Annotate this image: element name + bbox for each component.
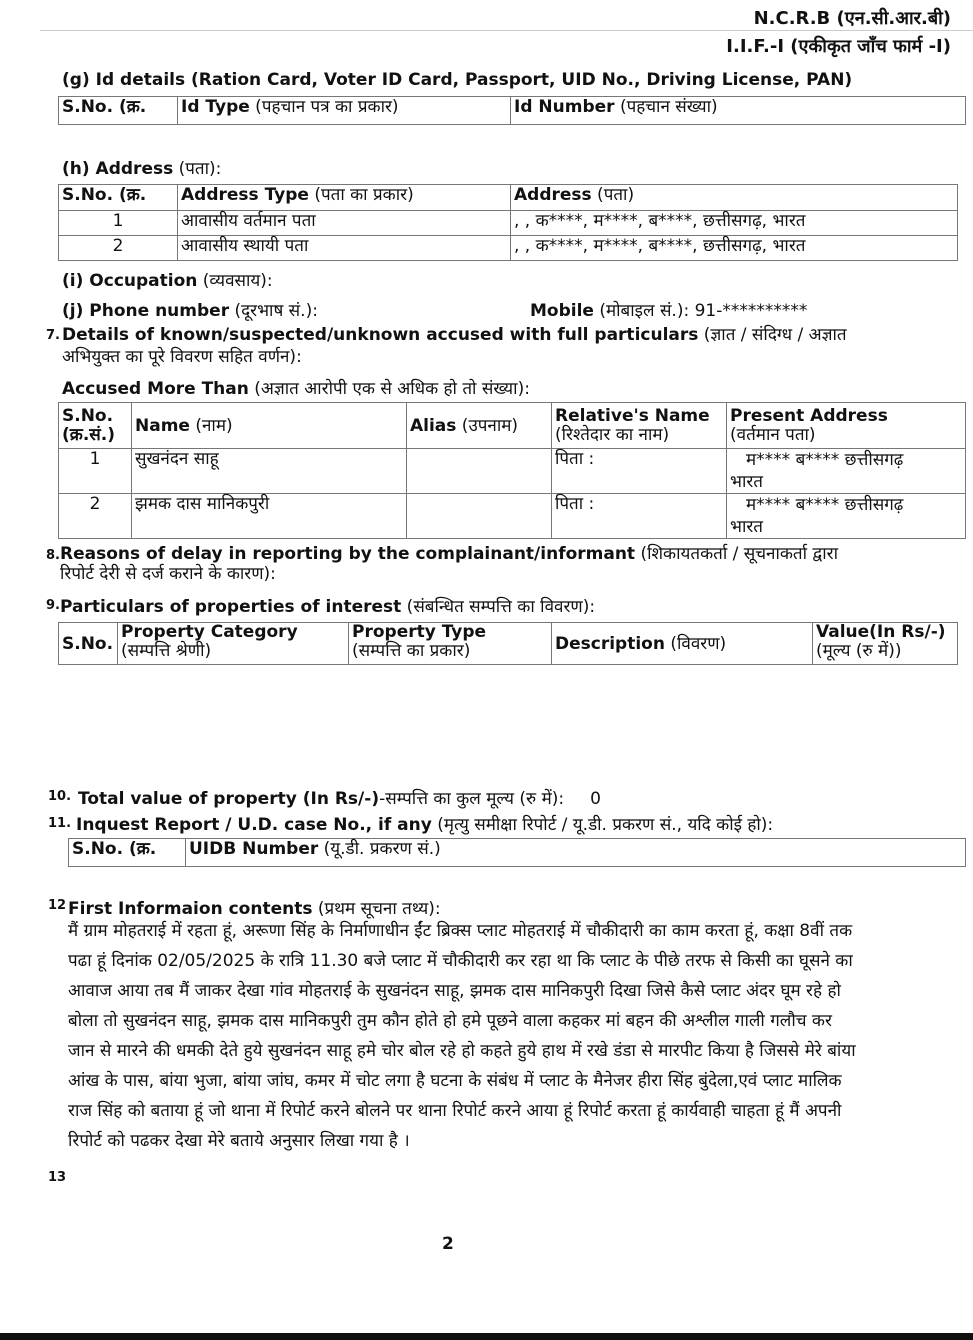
fir-line: रिपोर्ट को पढकर देखा मेरे बताये अनुसार लिखा गया है ।	[68, 1131, 410, 1151]
acc-relative: पिता :	[552, 494, 727, 539]
fir-line: आंख के पास, बांया भुजा, बांया जांघ, कमर में चोट लगा है घटना के संबंध में प्लाट के मैनेजर हीरा सिंह बुंदेला,एवं प्लाट मालिक	[68, 1071, 842, 1091]
delay-reasons-heading: Reasons of delay in reporting by the complainant/informant (शिकायतकर्ता / सूचनाकर्ता द्वारा रिपोर्ट देरी से दर्ज कराने के कारण):	[60, 544, 838, 584]
fir-line: राज सिंह को बताया हूं जो थाना में रिपोर्ट करने बोलने पर थाना रिपोर्ट करने आया हूं रिपोर्ट करता हूं कार्यवाही चाहता हूं मैं अपनी	[68, 1101, 842, 1121]
total-value: 0	[590, 789, 601, 809]
address-heading: (h) Address (पता):	[62, 159, 222, 179]
bottom-edge-bar	[0, 1333, 973, 1340]
occupation-label: (i) Occupation (व्यवसाय):	[62, 271, 273, 291]
prop-col-category: Property Category (सम्पत्ति श्रेणी)	[118, 623, 349, 665]
section-number: 8.	[46, 548, 60, 563]
prop-col-description: Description (विवरण)	[552, 623, 813, 665]
fir-line: आवाज आया तब मैं जाकर देखा गांव मोहतराई के सुखनंदन साहू, झमक दास मानिकपुरी दिखा जिसे कैसे प्लाट अंदर घूम रहे हो	[68, 981, 841, 1001]
fir-line: मैं ग्राम मोहतराई में रहता हूं, अरूणा सिंह के निर्माणाधीन ईंट ब्रिक्स प्लाट मोहतराई में चौकीदारी का काम करता हूं, कक्षा 8वीं तक	[68, 921, 853, 941]
acc-name: झमक दास मानिकपुरी	[132, 494, 407, 539]
addr-type: आवासीय स्थायी पता	[178, 236, 511, 261]
address-table	[58, 184, 958, 261]
addr-sno: 2	[59, 236, 178, 261]
acc-col-address: Present Address (वर्तमान पता)	[727, 403, 966, 449]
acc-col-alias: Alias (उपनाम)	[407, 403, 552, 449]
acc-alias	[407, 494, 552, 539]
addr-col-address: Address (पता)	[511, 185, 958, 211]
phone-label: (j) Phone number (दूरभाष सं.):	[62, 301, 318, 321]
addr-col-type: Address Type (पता का प्रकार)	[178, 185, 511, 211]
acc-alias	[407, 449, 552, 494]
addr-sno: 1	[59, 211, 178, 236]
fir-line: पढा हूं दिनांक 02/05/2025 के रात्रि 11.30 बजे प्लाट में चौकीदारी कर रहा था कि प्लाट के पीछे तरफ से किसी का घूसने का	[68, 951, 853, 971]
inquest-table	[68, 838, 966, 867]
fir-line: जान से मारने की धमकी देते हुये सुखनंदन साहू हमे चोर बोल रहे हो कहते हुये हाथ में रखे डंडा से मारपीट किया है जिससे मेरे बांया	[68, 1041, 856, 1061]
acc-address: म**** ब**** छत्तीसगढ़ भारत	[727, 494, 966, 539]
id-col-number: Id Number (पहचान संख्या)	[511, 97, 966, 125]
fir-contents-text	[68, 916, 958, 1156]
prop-col-value: Value(In Rs/-) (मूल्य (रु में))	[813, 623, 958, 665]
addr-value: , , क****, म****, ब****, छत्तीसगढ़, भारत	[511, 211, 958, 236]
addr-value: , , क****, म****, ब****, छत्तीसगढ़, भारत	[511, 236, 958, 261]
inq-col-uidb: UIDB Number (यू.डी. प्रकरण सं.)	[186, 839, 966, 867]
id-col-type: Id Type (पहचान पत्र का प्रकार)	[178, 97, 511, 125]
acc-name: सुखनंदन साहू	[132, 449, 407, 494]
acc-col-name: Name (नाम)	[132, 403, 407, 449]
acc-sno: 1	[59, 449, 132, 494]
accused-table	[58, 402, 966, 539]
fir-line: बोला तो सुखनंदन साहू, झमक दास मानिकपुरी तुम कौन होते हो हमे पूछने वाला कहकर मां बहन की अश्लील गाली गलौच कर	[68, 1011, 832, 1031]
inquest-heading: Inquest Report / U.D. case No., if any (मृत्यु समीक्षा रिपोर्ट / यू.डी. प्रकरण सं., यदि कोई हो):	[76, 815, 774, 835]
form-agency-header: N.C.R.B (एन.सी.आर.बी)	[753, 8, 951, 29]
page-number: 2	[442, 1234, 454, 1254]
properties-heading: Particulars of properties of interest (संबन्धित सम्पत्ति का विवरण):	[60, 597, 596, 617]
mobile-field: Mobile (मोबाइल सं.): 91-**********	[530, 301, 808, 321]
id-col-sno: S.No. (क्र.	[59, 97, 178, 125]
acc-relative: पिता :	[552, 449, 727, 494]
table-row	[59, 494, 966, 539]
accused-more-than-label: Accused More Than (अज्ञात आरोपी एक से अधिक हो तो संख्या):	[62, 379, 530, 399]
form-title: I.I.F.-I (एकीकृत जाँच फार्म -I)	[726, 36, 951, 57]
header-divider	[40, 30, 973, 31]
total-property-value: Total value of property (In Rs/-)-सम्पत्ति का कुल मूल्य (रु में): 0	[78, 789, 601, 809]
acc-col-relative: Relative's Name (रिश्तेदार का नाम)	[552, 403, 727, 449]
section-number: 13	[48, 1170, 67, 1185]
prop-col-type: Property Type (सम्पत्ति का प्रकार)	[349, 623, 552, 665]
prop-col-sno: S.No.	[59, 623, 118, 665]
id-details-table	[58, 96, 966, 125]
inq-col-sno: S.No. (क्र.	[69, 839, 186, 867]
acc-col-sno: S.No. (क्र.सं.)	[59, 403, 132, 449]
section-number: 7.	[46, 328, 60, 343]
acc-address: म**** ब**** छत्तीसगढ़ भारत	[727, 449, 966, 494]
addr-col-sno: S.No. (क्र.	[59, 185, 178, 211]
mobile-value: 91-**********	[694, 301, 808, 321]
id-details-heading: (g) Id details (Ration Card, Voter ID Card, Passport, UID No., Driving License, PAN)	[62, 70, 853, 90]
addr-type: आवासीय वर्तमान पता	[178, 211, 511, 236]
section-number: 9.	[46, 598, 60, 613]
section-number: 10.	[48, 789, 72, 804]
table-row	[59, 449, 966, 494]
fir-contents-heading: First Informaion contents (प्रथम सूचना तथ्य):	[68, 899, 441, 919]
table-row	[59, 211, 958, 236]
section-number: 12	[48, 898, 67, 913]
section-number: 11.	[48, 816, 72, 831]
acc-sno: 2	[59, 494, 132, 539]
accused-section-heading: Details of known/suspected/unknown accused with full particulars (ज्ञात / संदिग्ध / अज्ञात अभियुक्त का पूरे विवरण सहित वर्णन):	[62, 325, 847, 367]
table-row	[59, 236, 958, 261]
properties-table	[58, 622, 958, 665]
